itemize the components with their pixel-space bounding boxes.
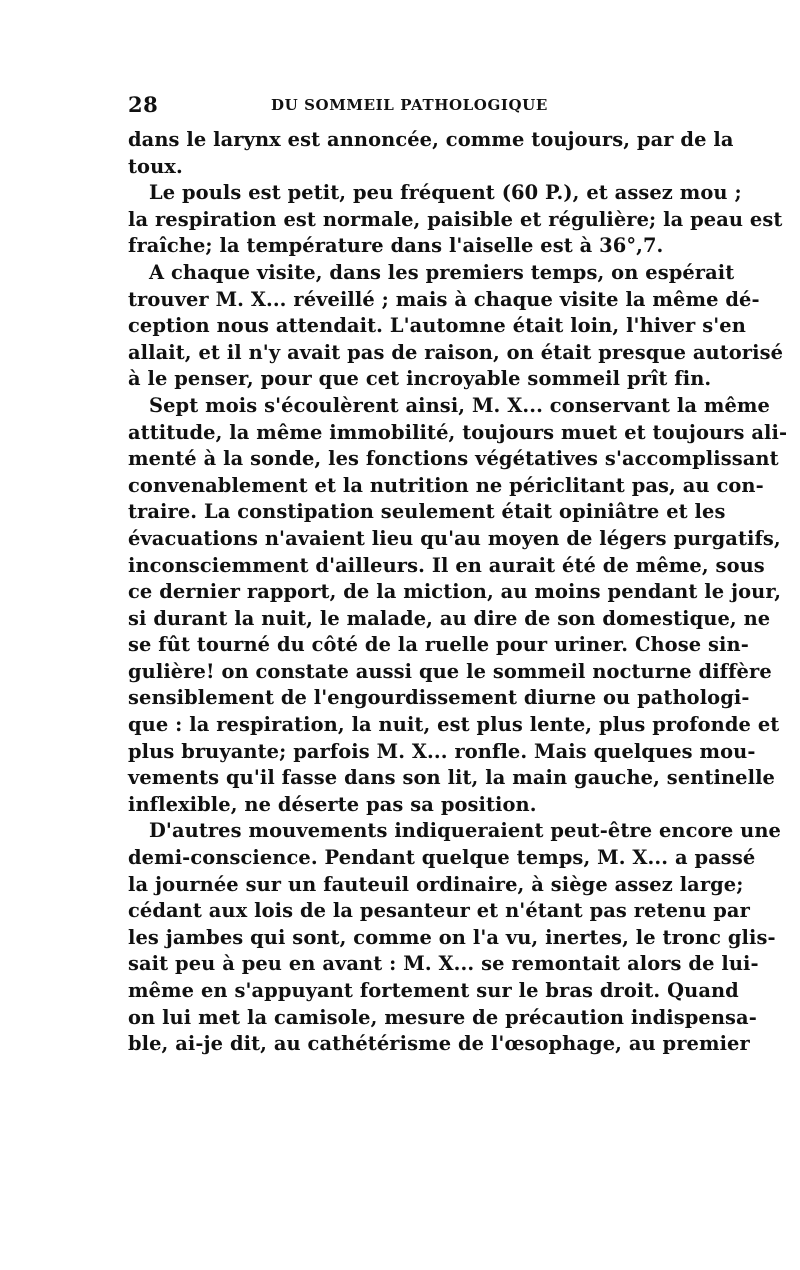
text-line: ble, ai-je dit, au cathétérisme de l'œsophage, au premier — [128, 1032, 750, 1056]
text-line: la respiration est normale, paisible et régulière; la peau est — [128, 207, 783, 231]
text-line: se fût tourné du côté de la ruelle pour uriner. Chose sin- — [128, 633, 749, 657]
text-line: que : la respiration, la nuit, est plus lente, plus profonde et — [128, 713, 780, 737]
text-line: plus bruyante; parfois M. X... ronfle. Mais quelques mou- — [128, 739, 756, 763]
text-line: on lui met la camisole, mesure de précaution indispensa- — [128, 1005, 757, 1029]
body-text — [128, 127, 788, 1058]
text-line: D'autres mouvements indiqueraient peut-être encore une — [149, 819, 781, 843]
text-line: à le penser, pour que cet incroyable sommeil prît fin. — [128, 367, 712, 391]
text-line: les jambes qui sont, comme on l'a vu, inertes, le tronc glis- — [128, 925, 776, 949]
text-line: sensiblement de l'engourdissement diurne ou pathologi- — [128, 686, 750, 710]
text-line: Le pouls est petit, peu fréquent (60 P.), et assez mou ; — [149, 181, 742, 205]
text-line: trouver M. X... réveillé ; mais à chaque visite la même dé- — [128, 287, 760, 311]
text-line: même en s'appuyant fortement sur le bras droit. Quand — [128, 979, 739, 1002]
text-line: gulière! on constate aussi que le sommeil nocturne diffère — [128, 659, 772, 683]
text-line: traire. La constipation seulement était opiniâtre et les — [128, 500, 726, 524]
text-line: inflexible, ne déserte pas sa position. — [128, 792, 537, 816]
page-number: 28 — [128, 92, 159, 117]
text-line: A chaque visite, dans les premiers temps, on espérait — [149, 260, 735, 284]
text-line: évacuations n'avaient lieu qu'au moyen de légers purgatifs, — [128, 526, 781, 550]
text-line: attitude, la même immobilité, toujours muet et toujours ali- — [128, 420, 788, 444]
running-head — [128, 92, 678, 120]
text-line: menté à la sonde, les fonctions végétatives s'accomplissant — [128, 447, 779, 471]
text-line: dans le larynx est annoncée, comme toujours, par de la — [128, 128, 734, 151]
text-line: allait, et il n'y avait pas de raison, on était presque autorisé — [128, 340, 784, 364]
text-line: fraîche; la température dans l'aiselle est à 36°,7. — [128, 234, 664, 258]
text-line: ce dernier rapport, de la miction, au moins pendant le jour, — [128, 580, 782, 604]
text-line: ception nous attendait. L'automne était loin, l'hiver s'en — [128, 314, 746, 338]
text-line: convenablement et la nutrition ne périclitant pas, au con- — [128, 473, 764, 497]
text-line: si durant la nuit, le malade, au dire de son domestique, ne — [128, 606, 771, 630]
text-line: cédant aux lois de la pesanteur et n'étant pas retenu par — [128, 899, 750, 923]
text-line: toux. — [128, 154, 183, 178]
text-line: demi-conscience. Pendant quelque temps, M. X... a passé — [128, 846, 756, 870]
text-line: sait peu à peu en avant : M. X... se remontait alors de lui- — [128, 952, 759, 976]
text-line: inconsciemment d'ailleurs. Il en aurait été de même, sous — [128, 553, 765, 577]
text-line: vements qu'il fasse dans son lit, la main gauche, sentinelle — [128, 766, 775, 790]
text-line: la journée sur un fauteuil ordinaire, à siège assez large; — [128, 872, 744, 896]
running-title: DU SOMMEIL PATHOLOGIQUE — [271, 96, 548, 114]
text-line: Sept mois s'écoulèrent ainsi, M. X... conservant la même — [149, 393, 770, 417]
